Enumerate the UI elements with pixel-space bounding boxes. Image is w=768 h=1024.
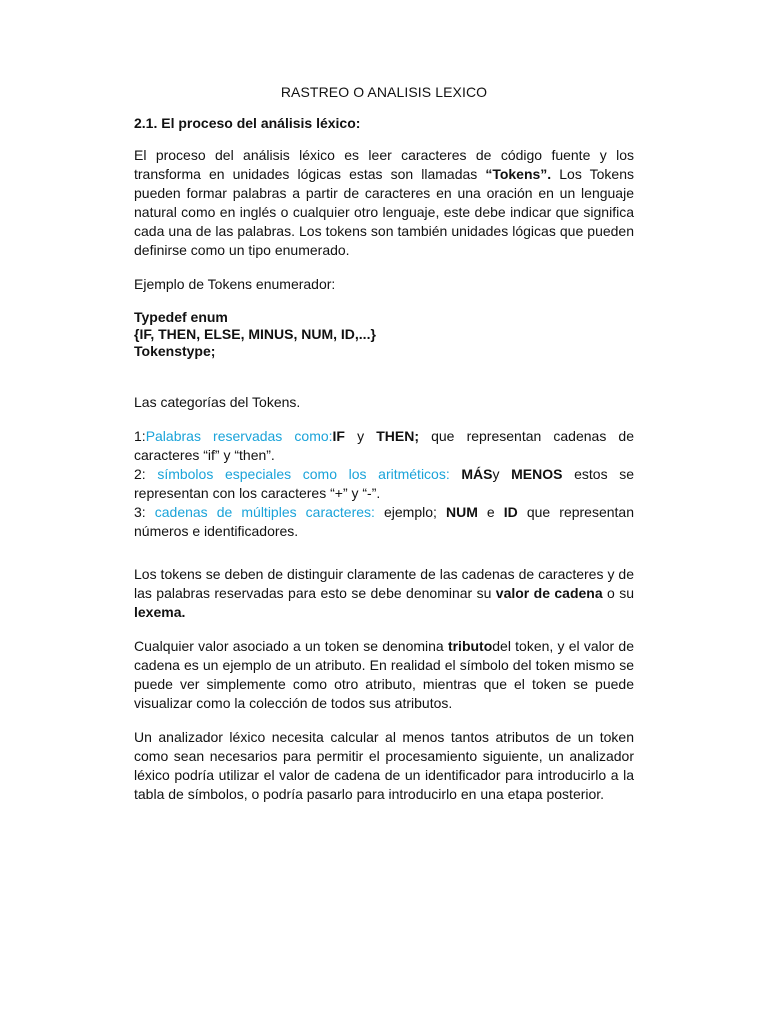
intro-text-a: El proceso del análisis léxico es leer caracteres de código fuente y los transforma en unidades lógicas estas son llamadas: [134, 147, 634, 182]
lexema-text-b: o su: [602, 585, 634, 601]
atributo-text-b: del token, y el valor de cadena es un ejemplo de un atributo. En realidad el símbolo del token mismo se puede ver simplemente como otro atributo, mientras que el token se puede visualizar como la colección de todos sus atributos.: [134, 638, 634, 711]
keyword-num: NUM: [445, 504, 478, 520]
category-1-rest: que representan cadenas de caracteres “if” y “then”.: [134, 428, 635, 463]
tributo-term: tributo: [447, 638, 493, 654]
category-3-label: cadenas de múltiples caracteres:: [154, 504, 375, 520]
category-1-number: 1:: [134, 428, 146, 444]
lexema-text-a: Los tokens se deben de distinguir claramente de las cadenas de caracteres y de las palabras reservadas para esto se debe denominar su: [134, 566, 634, 601]
keyword-id: ID: [503, 504, 518, 520]
code-line: Typedef enum: [134, 309, 228, 325]
category-2-mid: y: [492, 466, 512, 482]
tokens-term: “Tokens”.: [485, 166, 552, 182]
atributo-paragraph: [134, 637, 634, 713]
lexema-paragraph: [134, 565, 634, 622]
example-label: Ejemplo de Tokens enumerador:: [134, 276, 336, 292]
analizador-paragraph: Un analizador léxico necesita calcular al menos tantos atributos de un token como sean necesarios para permitir el procesamiento siguiente, un analizador léxico podría utilizar el valor de cadena de un identificador para introducirlo a la tabla de símbolos, o podría pasarlo para introducirlo en una etapa posterior.: [134, 729, 634, 802]
category-3-number: 3:: [134, 504, 155, 520]
lexema-term: lexema.: [134, 604, 186, 620]
category-2-number: 2:: [134, 466, 158, 482]
category-1-label: Palabras reservadas como:: [145, 428, 333, 444]
code-line: {IF, THEN, ELSE, MINUS, NUM, ID,...}: [134, 326, 376, 342]
code-line: Tokenstype;: [134, 343, 216, 359]
code-block: [134, 309, 634, 360]
keyword-menos: MENOS: [511, 466, 563, 482]
category-2-label: símbolos especiales como los aritméticos:: [157, 466, 450, 482]
section-heading: 2.1. El proceso del análisis léxico:: [134, 115, 361, 131]
category-3-rest: que representan números e identificadores.: [134, 504, 634, 539]
valor-de-cadena-term: valor de cadena: [495, 585, 603, 601]
document-title: RASTREO O ANALISIS LEXICO: [280, 84, 488, 100]
atributo-text-a: Cualquier valor asociado a un token se denomina: [134, 638, 448, 654]
categories-title: Las categorías del Tokens.: [134, 394, 301, 410]
category-1-mid: y: [345, 428, 377, 444]
intro-paragraph: [134, 146, 634, 260]
intro-text-b: Los Tokens pueden formar palabras a partir de caracteres en una oración en un lenguaje natural como en inglés o cualquier otro lenguaje, este debe indicar que significa cada una de las palabras. Los tokens son también unidades lógicas que pueden definirse como un tipo enumerado.: [134, 166, 634, 258]
category-1: [134, 427, 634, 465]
categories-list: [134, 427, 634, 541]
keyword-mas: MÁS: [461, 466, 493, 482]
category-3: [134, 503, 634, 541]
category-3-mid-2: e: [477, 504, 504, 520]
keyword-then: THEN;: [376, 428, 419, 444]
category-2-rest: estos se representan con los caracteres “+” y “-”.: [134, 466, 635, 501]
keyword-if: IF: [332, 428, 345, 444]
category-3-mid-1: ejemplo;: [374, 504, 446, 520]
category-2: [134, 465, 634, 503]
